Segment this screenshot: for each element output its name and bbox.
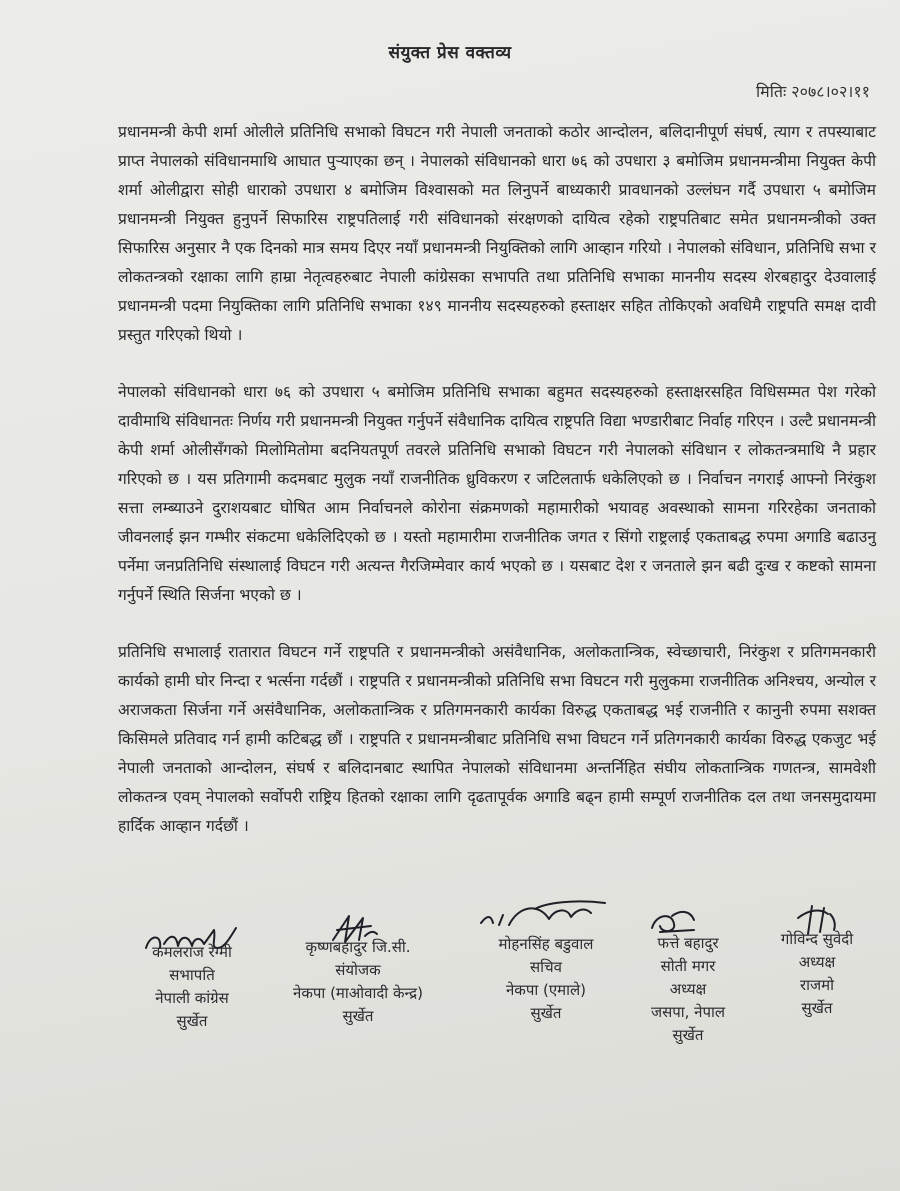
signatory-role: अध्यक्ष [669, 980, 707, 998]
signatory-title: सभापति [169, 966, 215, 984]
document-title: संयुक्त प्रेस वक्तव्य [388, 43, 512, 63]
signatory-location: सुर्खेत [801, 999, 833, 1017]
signatory-govinda-subedi [752, 928, 882, 1020]
signatory-party: जसपा, नेपाल [650, 1003, 726, 1021]
signatory-fatte-bahadur-soti-magar [628, 932, 748, 1047]
signature-1-scribble [140, 920, 250, 960]
signatory-location: सुर्खेत [176, 1012, 208, 1030]
signatory-title: अध्यक्ष [798, 953, 836, 971]
signatory-name: कृष्णबहादुर जि.सी. [305, 938, 411, 956]
signatory-party: नेकपा (माओवादी केन्द्र) [293, 984, 423, 1002]
document-date: मितिः २०७८।०२।११ [756, 82, 870, 101]
paragraph-3: प्रतिनिधि सभालाई रातारात विघटन गर्ने राष्ट्रपति र प्रधानमन्त्रीको असंवैधानिक, अलोकतान्त्रिक, स्वेच्छाचारी, निरंकुश र प्रतिगमनकारी कार्यको हामी घोर निन्दा र भर्त्सना गर्दछौं । राष्ट्रपति र प्रधानमन्त्रीको प्रतिनिधि सभा विघटन गरी मुलुकमा राजनीतिक अनिश्चय, अन्योल र अराजकता सिर्जना गर्ने असंवैधानिक, अलोकतान्त्रिक र प्रतिगमनकारी कार्यका विरुद्ध एकताबद्ध भई राजनीति र कानुनी रुपमा सशक्त किसिमले प्रतिवाद गर्न हामी कटिबद्ध छौं । राष्ट्रपति र प्रधानमन्त्रीबाट प्रतिनिधि सभा विघटन गर्ने प्रतिगनकारी कार्यका विरुद्ध एकजुट भई नेपाली जनताको आन्दोलन, संघर्ष र बलिदानबाट स्थापित नेपालको संविधानमा अन्तर्निहित संघीय लोकतान्त्रिक गणतन्त्र, सामवेशी लोकतन्त्र एवम् नेपालको सर्वोपरी राष्ट्रिय हितको रक्षाका लागि दृढतापूर्वक अगाडि बढ्न हामी सम्पूर्ण राजनीतिक दल तथा जनसमुदायमा हार्दिक आव्हान गर्दछौं । [118, 643, 876, 835]
signatory-name: गोविन्द सुवेदी [780, 930, 854, 948]
paragraph-2: नेपालको संविधानको धारा ७६ को उपधारा ५ बमोजिम प्रतिनिधि सभाका बहुमत सदस्यहरुको हस्ताक्षरसहित विधिसम्मत पेश गरेको दावीमाथि संविधानतः निर्णय गरी प्रधानमन्त्री नियुक्त गर्नुपर्ने संवैधानिक दायित्व राष्ट्रपति विद्या भण्डारीबाट निर्वाह गरिएन । उल्टै प्रधानमन्त्री केपी शर्मा ओलीसँगको मिलोमितोमा बदनियतपूर्ण तवरले प्रतिनिधि सभाको विघटन गरी नेपालको संविधान र लोकतन्त्रमाथि नै प्रहार गरिएको छ । यस प्रतिगामी कदमबाट मुलुक नयाँ राजनीतिक ध्रुविकरण र जटिलतार्फ धकेलिएको छ । निर्वाचन नगराई आफ्नो निरंकुश सत्ता लम्ब्याउने दुराशयबाट घोषित आम निर्वाचनले कोरोना संक्रमणको महामारीको भयावह अवस्थाको सामना गरिरहेका जनताको जीवनलाई झन गम्भीर संकटमा धकेलिदिएको छ । यस्तो महामारीमा राजनीतिक जगत र सिंगो राष्ट्रलाई एकताबद्ध रुपमा अगाडि बढाउनु पर्नेमा जनप्रतिनिधि संस्थालाई विघटन गरी अत्यन्त गैरजिम्मेवार कार्य भएको छ । यसबाट देश र जनताले झन बढी दुःख र कष्टको सामना गर्नुपर्ने स्थिति सिर्जना भएको छ । [118, 383, 876, 604]
signatory-name: कमलराज रेग्मी [152, 943, 232, 961]
signatory-krishnabahadur-gc [268, 936, 448, 1028]
signatory-party: नेपाली कांग्रेस [155, 989, 229, 1007]
signatory-name: मोहनसिंह बडुवाल [498, 935, 594, 953]
signature-5-scribble [790, 900, 850, 936]
signature-2-scribble [325, 910, 385, 950]
signatory-location: सुर्खेत [342, 1007, 374, 1025]
signatory-mohansingh-baduwal [466, 933, 626, 1025]
signatory-location: सुर्खेत [530, 1004, 562, 1022]
signature-4-scribble [642, 902, 702, 938]
signatory-title: संयोजक [335, 961, 381, 979]
signatory-name: फत्ते बहादुर [657, 934, 719, 952]
signature-3-scribble [475, 895, 625, 935]
signatory-title: सचिव [530, 958, 562, 976]
signatory-party: नेकपा (एमाले) [505, 981, 587, 999]
signatory-kamalraj-regmi [122, 941, 262, 1033]
signatory-location: सुर्खेत [672, 1026, 704, 1044]
signatory-party: राजमो [799, 976, 834, 994]
statement-body [118, 118, 876, 869]
paragraph-1: प्रधानमन्त्री केपी शर्मा ओलीले प्रतिनिधि सभाको विघटन गरी नेपाली जनताको कठोर आन्दोलन, बलिदानीपूर्ण संघर्ष, त्याग र तपस्याबाट प्राप्त नेपालको संविधानमाथि आघात पुऱ्याएका छन् । नेपालको संविधानको धारा ७६ को उपधारा ३ बमोजिम प्रधानमन्त्रीमा नियुक्त केपी शर्मा ओलीद्वारा सोही धाराको उपधारा ४ बमोजिम विश्वासको मत लिनुपर्ने बाध्यकारी प्रावधानको उल्लंघन गर्दै उपधारा ५ बमोजिम प्रधानमन्त्री नियुक्त हुनुपर्ने सिफारिस राष्ट्रपतिलाई गरी संविधानको संरक्षणको दायित्व रहेको राष्ट्रपतिबाट समेत प्रधानमन्त्रीको उक्त सिफारिस अनुसार नै एक दिनको मात्र समय दिएर नयाँ प्रधानमन्त्री नियुक्तिको लागि आव्हान गरियो । नेपालको संविधान, प्रतिनिधि सभा र लोकतन्त्रको रक्षाका लागि हाम्रा नेतृत्वहरुबाट नेपाली कांग्रेसका सभापति तथा प्रतिनिधि सभाका माननीय सदस्य शेरबहादुर देउवालाई प्रधानमन्त्री पदमा नियुक्तिका लागि प्रतिनिधि सभाका १४९ माननीय सदस्यहरुको हस्ताक्षर सहित तोकिएको अवधिमै राष्ट्रपति समक्ष दावी प्रस्तुत गरिएको थियो । [118, 123, 876, 344]
signatory-title: सोती मगर [660, 957, 716, 975]
